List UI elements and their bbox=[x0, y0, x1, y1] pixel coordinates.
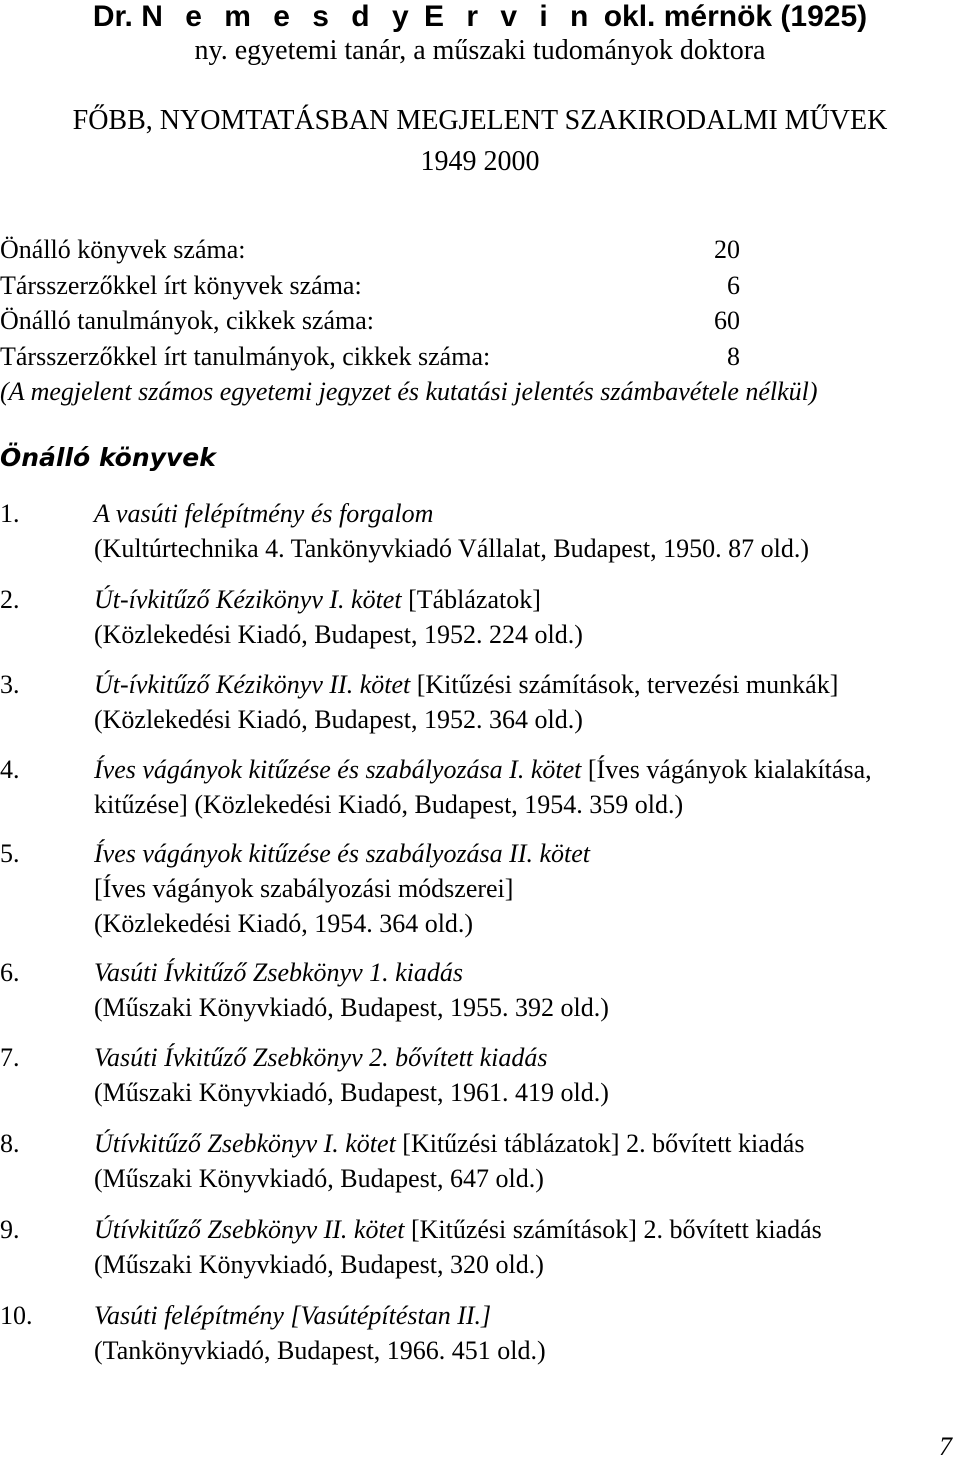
book-title: Vasúti felépítmény [Vasútépítéstan II.] bbox=[94, 1301, 492, 1330]
book-title-line bbox=[94, 1212, 954, 1247]
book-title-line bbox=[94, 496, 954, 531]
book-title: Vasúti Ívkitűző Zsebkönyv 1. kiadás bbox=[94, 958, 463, 987]
book-title-line bbox=[94, 1040, 954, 1075]
book-title-tail: [Táblázatok] bbox=[401, 585, 541, 614]
book-title-line bbox=[94, 582, 954, 617]
author-prefix: Dr. bbox=[92, 0, 133, 33]
book-title: Út-ívkitűző Kézikönyv I. kötet bbox=[94, 585, 402, 614]
stat-label: Önálló könyvek száma: bbox=[0, 235, 246, 264]
stat-label: Társszerzőkkel írt tanulmányok, cikkek száma: bbox=[0, 341, 491, 371]
author-given-name: E r v i n bbox=[423, 0, 596, 33]
book-text bbox=[94, 496, 954, 566]
book-title-line bbox=[94, 836, 954, 871]
book-title: Íves vágányok kitűzése és szabályozása I. kötet bbox=[94, 755, 582, 784]
stat-row bbox=[0, 232, 740, 268]
heading-years: 1949 2000 bbox=[420, 146, 540, 177]
stat-value: 20 bbox=[714, 235, 740, 264]
book-title-tail: [Íves vágányok kialakítása, bbox=[581, 755, 872, 784]
book-title: Útívkitűző Zsebkönyv I. kötet bbox=[94, 1129, 396, 1158]
book-title: Íves vágányok kitűzése és szabályozása II. kötet bbox=[94, 839, 591, 868]
author-subtitle: ny. egyetemi tanár, a műszaki tudományok doktora bbox=[194, 35, 766, 66]
book-description: [Íves vágányok szabályozási módszerei] bbox=[94, 874, 514, 903]
stat-label: Társszerzőkkel írt könyvek száma: bbox=[0, 270, 362, 300]
page-heading: FŐBB, NYOMTATÁSBAN MEGJELENT SZAKIRODALMI MŰVEK bbox=[72, 105, 888, 136]
book-title-line bbox=[94, 1126, 954, 1161]
stat-value: 6 bbox=[727, 270, 740, 300]
book-number: 9. bbox=[0, 1215, 20, 1244]
stat-row bbox=[0, 268, 740, 304]
statistics-block bbox=[0, 232, 818, 410]
book-publication: (Kultúrtechnika 4. Tankönyvkiadó Vállalat, Budapest, 1950. 87 old.) bbox=[94, 534, 809, 563]
book-text bbox=[94, 836, 954, 941]
book-title: Vasúti Ívkitűző Zsebkönyv 2. bővített kiadás bbox=[94, 1043, 548, 1072]
book-title: Út-ívkitűző Kézikönyv II. kötet bbox=[94, 670, 411, 699]
book-text bbox=[94, 1126, 954, 1196]
stat-note: (A megjelent számos egyetemi jegyzet és kutatási jelentés számbavétele nélkül) bbox=[0, 377, 818, 406]
book-number: 10. bbox=[0, 1301, 33, 1330]
book-publication: (Tankönyvkiadó, Budapest, 1966. 451 old.) bbox=[94, 1336, 546, 1365]
author-suffix: okl. mérnök (1925) bbox=[603, 0, 868, 33]
book-publication: (Közlekedési Kiadó, 1954. 364 old.) bbox=[94, 909, 474, 938]
book-publication: (Műszaki Könyvkiadó, Budapest, 647 old.) bbox=[94, 1164, 544, 1193]
book-publication: kitűzése] (Közlekedési Kiadó, Budapest, 1954. 359 old.) bbox=[94, 790, 684, 819]
book-title-tail: [Kitűzési számítások, tervezési munkák] bbox=[410, 670, 839, 699]
book-title-line bbox=[94, 1298, 954, 1333]
page-number: 7 bbox=[939, 1432, 952, 1461]
book-text bbox=[94, 955, 954, 1025]
book-number: 2. bbox=[0, 585, 20, 614]
stat-row bbox=[0, 339, 740, 375]
book-publication: (Közlekedési Kiadó, Budapest, 1952. 364 old.) bbox=[94, 705, 583, 734]
section-title: Önálló könyvek bbox=[0, 443, 216, 472]
author-line bbox=[0, 0, 960, 34]
book-text bbox=[94, 667, 954, 737]
stat-value: 8 bbox=[727, 341, 740, 371]
book-title-tail: [Kitűzési számítások] 2. bővített kiadás bbox=[404, 1215, 822, 1244]
book-text bbox=[94, 752, 954, 822]
author-surname: N e m e s d y bbox=[141, 0, 416, 33]
book-number: 8. bbox=[0, 1129, 20, 1158]
book-title: A vasúti felépítmény és forgalom bbox=[94, 499, 434, 528]
book-number: 5. bbox=[0, 839, 20, 868]
stat-row bbox=[0, 303, 740, 339]
book-number: 6. bbox=[0, 958, 20, 987]
book-title-tail: [Kitűzési táblázatok] 2. bővített kiadás bbox=[395, 1129, 805, 1158]
book-text bbox=[94, 1298, 954, 1368]
book-number: 1. bbox=[0, 499, 20, 528]
book-text bbox=[94, 1212, 954, 1282]
book-number: 3. bbox=[0, 670, 20, 699]
book-title-line bbox=[94, 667, 954, 702]
book-publication: (Közlekedési Kiadó, Budapest, 1952. 224 old.) bbox=[94, 620, 583, 649]
book-text bbox=[94, 1040, 954, 1110]
book-text bbox=[94, 582, 954, 652]
stat-value: 60 bbox=[714, 306, 740, 335]
stat-label: Önálló tanulmányok, cikkek száma: bbox=[0, 306, 375, 335]
book-publication: (Műszaki Könyvkiadó, Budapest, 320 old.) bbox=[94, 1250, 544, 1279]
book-publication: (Műszaki Könyvkiadó, Budapest, 1955. 392 old.) bbox=[94, 993, 609, 1022]
book-number: 4. bbox=[0, 755, 20, 784]
book-title-line bbox=[94, 752, 954, 787]
book-publication: (Műszaki Könyvkiadó, Budapest, 1961. 419 old.) bbox=[94, 1078, 609, 1107]
book-title-line bbox=[94, 955, 954, 990]
book-number: 7. bbox=[0, 1043, 20, 1072]
book-title: Útívkitűző Zsebkönyv II. kötet bbox=[94, 1215, 405, 1244]
